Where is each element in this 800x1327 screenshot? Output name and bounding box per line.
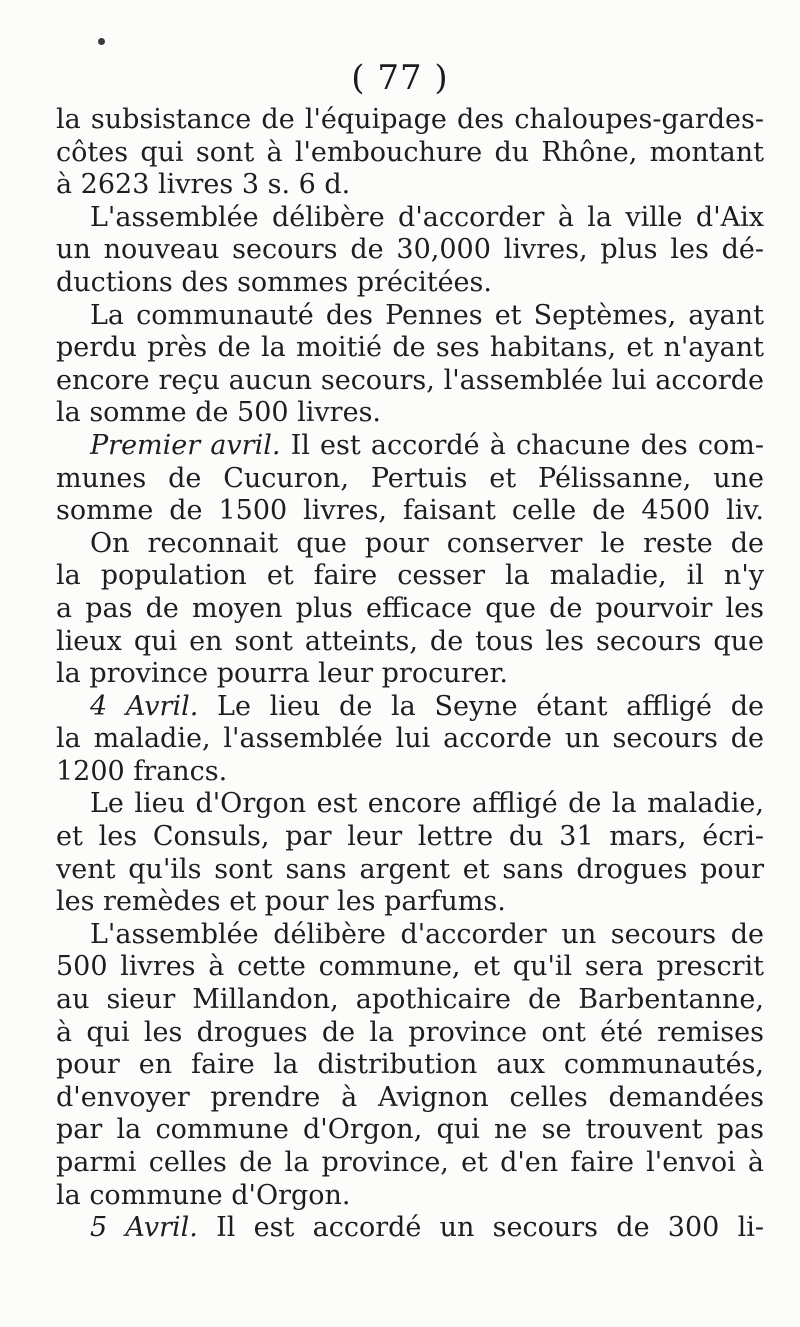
text-line: Le lieu d'Orgon est encore affligé de la maladie, <box>90 788 764 820</box>
date-heading: Premier avril. <box>90 429 281 461</box>
date-heading: 5 Avril. <box>90 1212 198 1244</box>
text-line: les remèdes et pour les parfums. <box>56 886 506 918</box>
text-line <box>56 430 764 463</box>
text-line: et les Consuls, par leur lettre du 31 mars, écri- <box>56 821 764 853</box>
page-number: ( 77 ) <box>351 58 449 98</box>
text-line: la commune d'Orgon. <box>56 1179 351 1211</box>
text-line: a pas de moyen plus efficace que de pourvoir les <box>56 592 764 624</box>
line-text: Il est accordé un secours de 300 li- <box>197 1212 764 1244</box>
text-line: par la commune d'Orgon, qui ne se trouvent pas <box>56 1114 764 1146</box>
text-line: au sieur Millandon, apothicaire de Barbentanne, <box>56 984 764 1016</box>
text-line: lieux qui en sont atteints, de tous les secours que <box>56 625 764 657</box>
ink-speck <box>98 38 105 45</box>
line-text: Le lieu de la Seyne étant affligé de <box>198 690 764 722</box>
text-line: somme de 1500 livres, faisant celle de 4500 liv. <box>56 495 764 527</box>
text-line: munes de Cucuron, Pertuis et Pélissanne, une <box>56 462 764 494</box>
text-line: parmi celles de la province, et d'en faire l'envoi à <box>56 1147 764 1178</box>
body-text <box>56 104 764 1245</box>
text-line: L'assemblée délibère d'accorder à la ville d'Aix <box>90 201 764 233</box>
text-line: d'envoyer prendre à Avignon celles demandées <box>56 1081 764 1113</box>
text-line: 1200 francs. <box>56 755 228 787</box>
text-line: vent qu'ils sont sans argent et sans drogues pour <box>56 853 764 885</box>
text-line <box>56 1212 764 1245</box>
text-line: encore reçu aucun secours, l'assemblée lui accorde <box>56 364 764 396</box>
text-line: 500 livres à cette commune, et qu'il sera prescrit <box>56 951 764 983</box>
text-line: L'assemblée délibère d'accorder un secours de <box>90 918 764 950</box>
text-line: La communauté des Pennes et Septèmes, ayant <box>90 299 764 331</box>
text-line: perdu près de la moitié de ses habitans, et n'ayant <box>56 332 764 364</box>
text-line: un nouveau secours de 30,000 livres, plus les dé- <box>56 234 764 266</box>
text-line: à 2623 livres 3 s. 6 d. <box>56 169 351 201</box>
text-line: côtes qui sont à l'embouchure du Rhône, montant <box>56 136 764 168</box>
text-line: On reconnait que pour conserver le reste de <box>90 527 764 559</box>
text-line: la province pourra leur procurer. <box>56 658 508 690</box>
text-line: ductions des sommes précitées. <box>56 266 492 298</box>
line-text: Il est accordé à chacune des com- <box>280 429 764 461</box>
text-line: la maladie, l'assemblée lui accorde un secours de <box>56 723 764 755</box>
text-line: à qui les drogues de la province ont été remises <box>56 1016 764 1048</box>
text-line <box>56 691 764 724</box>
date-heading: 4 Avril. <box>90 690 199 722</box>
text-line: la population et faire cesser la maladie, il n'y <box>56 560 764 592</box>
text-line: la subsistance de l'équipage des chaloupes-gardes- <box>56 104 764 135</box>
text-line: pour en faire la distribution aux communautés, <box>56 1049 764 1081</box>
text-line: la somme de 500 livres. <box>56 397 382 429</box>
